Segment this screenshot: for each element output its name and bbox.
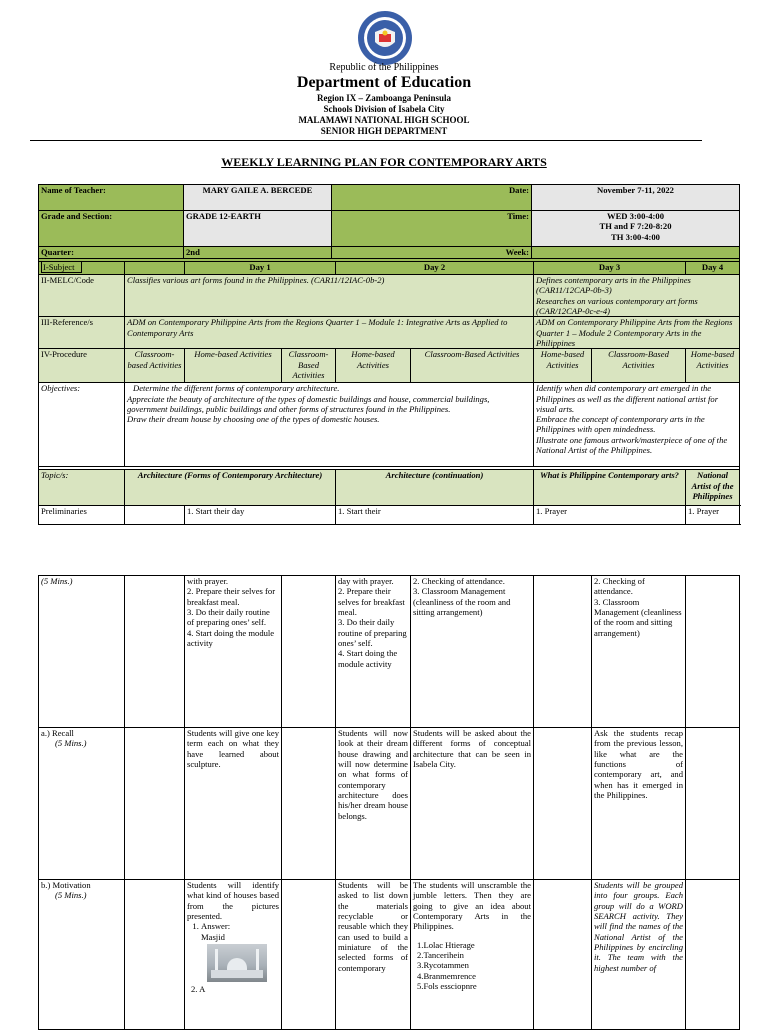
teacher-value: MARY GAILE A. BERCEDE — [184, 185, 332, 211]
prelim-d1-line-1: with prayer. — [187, 576, 229, 586]
teacher-label: Name of Teacher: — [39, 185, 184, 211]
proc-d3-classroom: Classroom-Based Activities — [411, 349, 534, 383]
prelim-d3-line-1: 2. Checking of attendance. — [413, 576, 505, 586]
prelim-day3: 1. Prayer — [534, 506, 686, 525]
objective-4: Identify when did contemporary art emerged in the Philippines as well as the different national artist for visual arts. — [536, 383, 719, 414]
jumbled-word-3: 3.Rycotammen — [417, 960, 469, 971]
cont-col-empty-4 — [686, 576, 740, 728]
subject-label: I-Subject — [39, 262, 125, 275]
prelim-d1-line-2: 2. Prepare their selves for breakfast meal. — [187, 586, 276, 607]
melc-day3-4 — [534, 275, 740, 317]
proc-d4-home: Home-based Activities — [686, 349, 740, 383]
prelim-d2-line-2: 2. Prepare their selves for breakfast meal. — [338, 586, 405, 617]
prelim-d2-line-3: 3. Do their daily routine of preparing ones’ self. — [338, 617, 407, 648]
motivation-d1-answer: Masjid — [201, 931, 225, 942]
prelim-day1-cont — [185, 576, 282, 728]
prelim-d3-line-2: 3. Classroom Management (cleanliness of the room and sitting arrangement) — [413, 586, 511, 617]
reference-day1-2: ADM on Contemporary Philippine Arts from the Regions Quarter 1 – Module 1: Integrative Arts as Applied to Contemporary Arts — [125, 317, 534, 349]
recall-label-cell — [39, 728, 125, 880]
document-title: WEEKLY LEARNING PLAN FOR CONTEMPORARY ARTS — [221, 155, 547, 169]
proc-d1-home: Home-based Activities — [185, 349, 282, 383]
objectives-day3-4 — [534, 383, 740, 467]
motivation-label-cell — [39, 880, 125, 1030]
topic-day1: Architecture (Forms of Contemporary Architecture) — [125, 470, 336, 506]
proc-d1-classroom: Classroom-based Activities — [125, 349, 185, 383]
plan-table-continued — [38, 575, 740, 1030]
time-label: Time: — [332, 211, 532, 247]
melc-label: II-MELC/Code — [39, 275, 125, 317]
objectives-label: Objectives: — [39, 383, 125, 467]
recall-empty-3 — [534, 728, 592, 880]
prelim-day4: 1. Prayer — [686, 506, 740, 525]
recall-day3: Students will be asked about the different forms of conceptual architecture that can be seen in Isabela City. — [411, 728, 534, 880]
jumbled-word-1: 1.Lolac Htierage — [417, 939, 475, 950]
prelim-d4-line-2: 3. Classroom Management (cleanliness of the room and sitting arrangement) — [594, 596, 682, 638]
preliminaries-label: Preliminaries — [39, 506, 125, 525]
topics-label: Topic/s: — [39, 470, 125, 506]
objective-3: Draw their dream house by choosing one of the types of domestic houses. — [127, 414, 380, 425]
time-value — [532, 211, 740, 247]
recall-day1: Students will give one key term each on what they have learned about sculpture. — [185, 728, 282, 880]
motivation-day2: Students will be asked to list down the materials recyclable or reusable which they can used to build a miniature of the selected forms of contemporary — [336, 880, 411, 1030]
topic-day3: What is Philippine Contemporary arts? — [534, 470, 686, 506]
recall-empty-2 — [282, 728, 336, 880]
recall-day2: Students will now look at their dream house drawing and will now determine on what forms of contemporary architecture does his/her dream house belongs. — [336, 728, 411, 880]
objective-5: Embrace the concept of contemporary arts in the Philippines with open mindedness. — [536, 414, 705, 435]
motivation-d1-answer-label: Answer: — [201, 921, 231, 932]
subject-empty — [125, 262, 185, 275]
reference-label: III-Reference/s — [39, 317, 125, 349]
objective-6: Illustrate one famous artwork/masterpiece of one of the National Artist of the Philippines. — [536, 434, 728, 456]
time-line-2: TH and F 7:20-8:20 — [599, 221, 672, 232]
day1-header: Day 1 — [185, 262, 336, 275]
objective-1: Determine the different forms of contemporary architecture. — [133, 383, 340, 394]
prelim-d1-line-3: 3. Do their daily routine of preparing ones’ self. — [187, 606, 270, 628]
preliminaries-mins: (5 Mins.) — [39, 576, 125, 728]
motivation-empty-3 — [534, 880, 592, 1030]
motivation-d1-next-item: 2. A — [191, 983, 206, 994]
prelim-d1-classroom — [125, 506, 185, 525]
time-line-1: WED 3:00-4:00 — [606, 211, 665, 221]
day4-header: Day 4 — [686, 262, 740, 275]
header-school: MALAMAWI NATIONAL HIGH SCHOOL — [298, 115, 470, 125]
time-line-3: TH 3:00-4:00 — [611, 231, 660, 242]
deped-seal-logo — [357, 10, 413, 66]
jumbled-word-2: 2.Tancerihein — [417, 949, 464, 960]
header-department: Department of Education — [296, 74, 472, 91]
melc-day1-2: Classifies various art forms found in the Philippines. (CAR11/12IAC-0b-2) — [125, 275, 534, 317]
motivation-empty-4 — [686, 880, 740, 1030]
objective-2: Appreciate the beauty of architecture of the types of domestic buildings and house, commercial buildings, government buildings, public buildings and other forms of structures found in the Philippines. — [127, 393, 490, 414]
quarter-label: Quarter: — [39, 247, 184, 260]
prelim-d4-line-1: 2. Checking of attendance. — [594, 576, 645, 597]
header-region: Region IX – Zamboanga Peninsula — [316, 93, 452, 103]
cont-col-empty-2 — [282, 576, 336, 728]
motivation-d1-item — [201, 921, 279, 942]
week-label: Week: — [332, 247, 532, 260]
jumbled-word-4: 4.Branmemrence — [417, 970, 476, 981]
motivation-empty-1 — [125, 880, 185, 1030]
motivation-day3 — [411, 880, 534, 1030]
procedure-label: IV-Procedure — [39, 349, 125, 383]
reference-day3-4: ADM on Contemporary Philippine Arts from the Regions Quarter 1 – Module 2 Contemporary Arts in the Philippines — [534, 317, 740, 349]
motivation-day1 — [185, 880, 282, 1030]
motivation-empty-2 — [282, 880, 336, 1030]
topic-day2: Architecture (continuation) — [336, 470, 534, 506]
plan-table — [38, 258, 740, 525]
prelim-day2-cont — [336, 576, 411, 728]
proc-d3-home: Home-based Activities — [534, 349, 592, 383]
header-republic: Republic of the Philippines — [329, 62, 439, 73]
cont-col-empty-1 — [125, 576, 185, 728]
topic-day4: National Artist of the Philippines — [686, 470, 740, 506]
recall-empty-1 — [125, 728, 185, 880]
quarter-value: 2nd — [184, 247, 332, 260]
motivation-day4: Students will be grouped into four groups. Each group will do a WORD SEARCH activity. They will find the names of the National Artist of the Philippines by encircling it. The team with the highest number of — [592, 880, 686, 1030]
header-senior-high-dept: SENIOR HIGH DEPARTMENT — [320, 126, 448, 136]
grade-value: GRADE 12-EARTH — [184, 211, 332, 247]
masjid-photo — [207, 944, 267, 982]
melc-code-3: Defines contemporary arts in the Philippines (CAR11/12CAP-0b-3) — [536, 275, 691, 296]
motivation-d3-text: The students will unscramble the jumble letters. Then they are going to give an idea about Contemporary Arts in the Philippines. — [413, 880, 531, 932]
header-division: Schools Division of Isabela City — [323, 104, 445, 114]
date-label: Date: — [332, 185, 532, 211]
day2-header: Day 2 — [336, 262, 534, 275]
prelim-day4-cont — [592, 576, 686, 728]
motivation-label: b.) Motivation — [41, 880, 91, 890]
proc-d4-classroom: Classroom-Based Activities — [592, 349, 686, 383]
prelim-day1: 1. Start their day — [185, 506, 336, 525]
recall-label: a.) Recall — [41, 728, 74, 738]
prelim-day2: 1. Start their — [336, 506, 534, 525]
objectives-day1-2 — [125, 383, 534, 467]
info-table — [38, 184, 740, 260]
recall-empty-4 — [686, 728, 740, 880]
recall-mins: (5 Mins.) — [55, 738, 87, 749]
grade-label: Grade and Section: — [39, 211, 184, 247]
day3-header: Day 3 — [534, 262, 686, 275]
prelim-day3-cont — [411, 576, 534, 728]
proc-d2-classroom: Classroom-Based Activities — [282, 349, 336, 383]
prelim-d2-line-1: day with prayer. — [338, 576, 394, 586]
proc-d2-home: Home-based Activities — [336, 349, 411, 383]
prelim-d2-line-4: 4. Start doing the module activity — [338, 648, 398, 669]
cont-col-empty-3 — [534, 576, 592, 728]
motivation-d1-text: Students will identify what kind of houses based from the pictures presented. — [187, 880, 279, 921]
jumbled-word-5: 5.Fols essciopnre — [417, 980, 477, 991]
date-value: November 7-11, 2022 — [532, 185, 740, 211]
prelim-d1-line-4: 4. Start doing the module activity — [187, 627, 275, 648]
recall-day4: Ask the students recap from the previous lesson, like what are the functions of contemporary art, and when has it emerged in the Philippines. — [592, 728, 686, 880]
motivation-mins: (5 Mins.) — [55, 890, 87, 901]
header-divider — [30, 140, 702, 141]
melc-code-4: Researches on various contemporary art forms (CAR/12CAP-0c-e-4) — [536, 295, 698, 316]
